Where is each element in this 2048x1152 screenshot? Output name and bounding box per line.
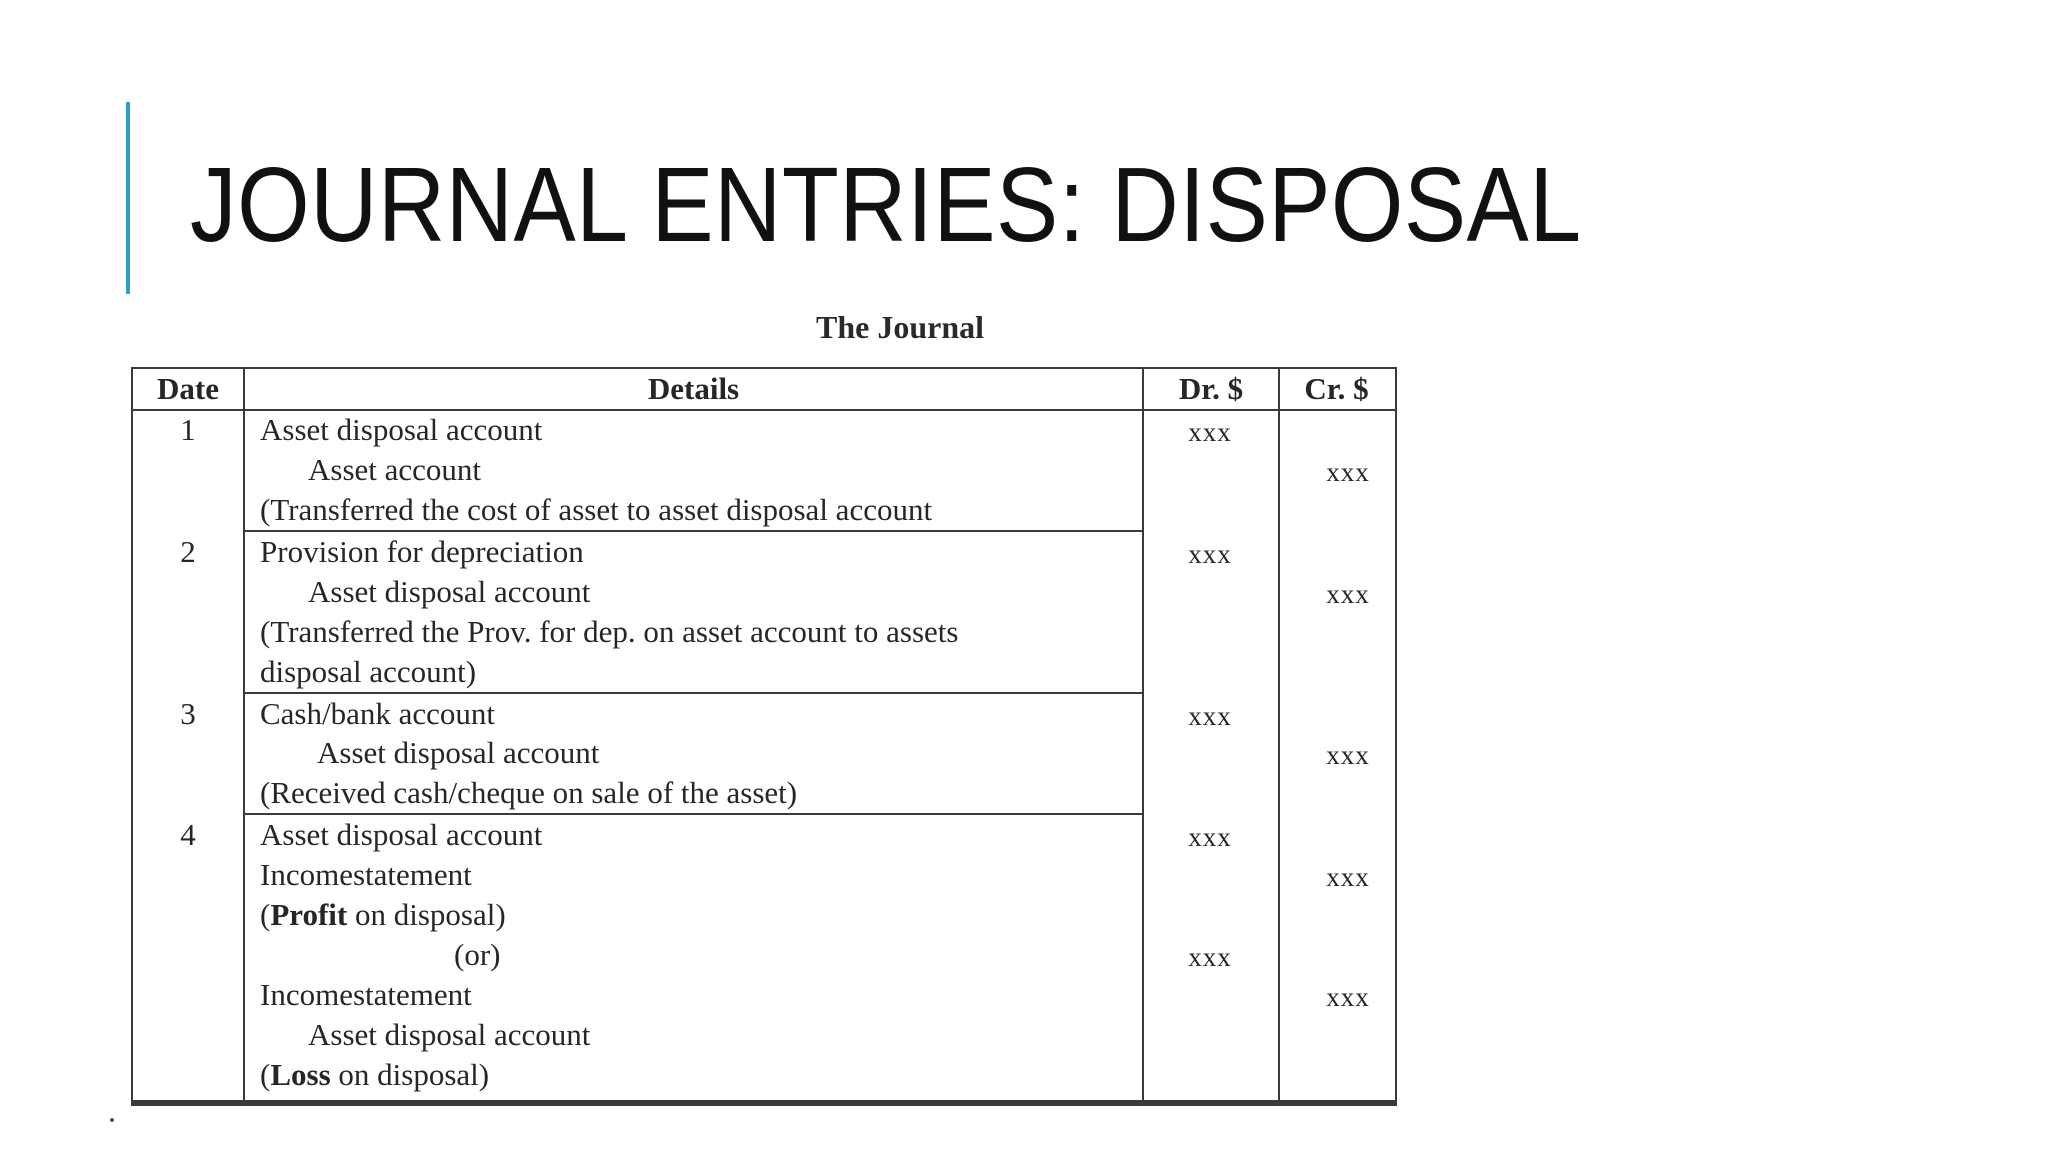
- entry-date: 3: [180, 696, 196, 731]
- credit-amount: xxx: [1326, 740, 1370, 770]
- slide-title: JOURNAL ENTRIES: DISPOSAL: [190, 146, 1582, 264]
- journal-table: [131, 367, 1395, 1104]
- entry-line: Asset disposal account: [308, 574, 591, 609]
- header-dr: Dr. $: [1178, 371, 1244, 406]
- header-cr: Cr. $: [1304, 371, 1369, 406]
- credit-amount: xxx: [1326, 457, 1370, 487]
- entry-line: Asset disposal account: [260, 412, 543, 447]
- credit-amount: xxx: [1326, 862, 1370, 892]
- loss-suffix: on disposal): [330, 1057, 490, 1092]
- entry-line-profit: (Profit on disposal): [260, 897, 506, 932]
- entry-line: (Received cash/cheque on sale of the asset): [260, 775, 798, 810]
- credit-amount: xxx: [1326, 982, 1370, 1012]
- entry-date: 1: [180, 412, 196, 447]
- title-accent-bar: [126, 102, 130, 294]
- loss-word: Loss: [270, 1057, 331, 1092]
- entry-line: Provision for depreciation: [260, 534, 584, 569]
- profit-suffix: on disposal): [347, 897, 506, 932]
- credit-amount: xxx: [1326, 579, 1370, 609]
- entry-line-or: (or): [454, 937, 501, 972]
- entry-line: Incomestatement: [260, 977, 472, 1012]
- table-bottom-rule: [131, 1100, 1395, 1104]
- stray-dot: [110, 1118, 114, 1122]
- entry-line: (Transferred the cost of asset to asset disposal account: [260, 492, 933, 527]
- entry-date: 2: [180, 534, 196, 569]
- entry-line: Cash/bank account: [260, 696, 496, 731]
- debit-amount: xxx: [1188, 539, 1232, 569]
- entry-line: (Transferred the Prov. for dep. on asset account to assets: [260, 614, 959, 649]
- entry-line: Asset disposal account: [317, 735, 600, 770]
- entry-line: Asset disposal account: [308, 1017, 591, 1052]
- entry-date: 4: [180, 817, 196, 852]
- profit-word: Profit: [270, 897, 348, 932]
- journal-caption: The Journal: [815, 309, 985, 345]
- debit-amount: xxx: [1188, 942, 1232, 972]
- entry-line: Asset disposal account: [260, 817, 543, 852]
- debit-amount: xxx: [1188, 822, 1232, 852]
- date-column-divider: [243, 367, 245, 1102]
- header-details: Details: [647, 371, 740, 406]
- debit-amount: xxx: [1188, 417, 1232, 447]
- entry-line: disposal account): [260, 654, 477, 689]
- debit-amount: xxx: [1188, 701, 1232, 731]
- entry-line: Incomestatement: [260, 857, 472, 892]
- header-date: Date: [157, 371, 219, 406]
- entry-line-loss: (Loss on disposal): [260, 1057, 490, 1092]
- entry-line: Asset account: [308, 452, 482, 487]
